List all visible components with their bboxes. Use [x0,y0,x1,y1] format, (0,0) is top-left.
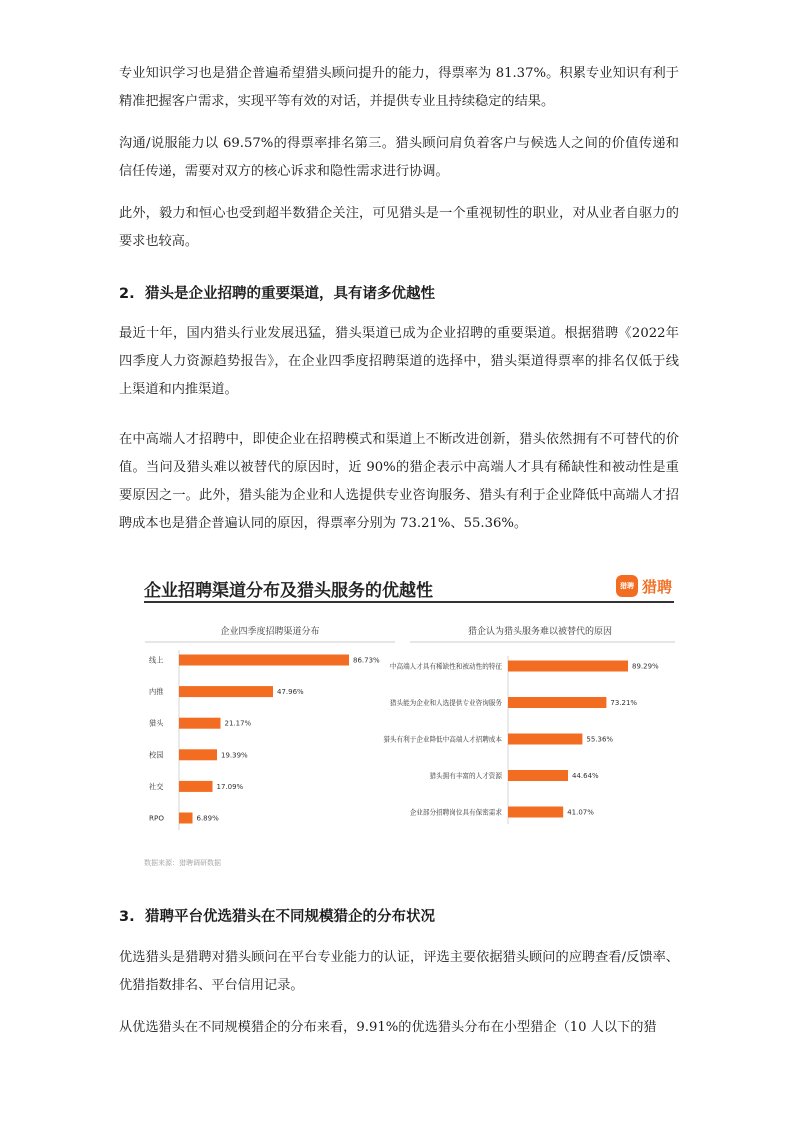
value-label: 47.96% [277,688,304,697]
charts [140,608,680,878]
figure-title-rule [144,601,674,603]
figure [140,568,680,873]
bar [508,734,582,745]
chart-right-title: 猎企认为猎头服务难以被替代的原因 [467,627,613,637]
category-label: 线上 [149,655,164,665]
value-label: 21.17% [224,719,252,728]
chart-right [383,625,675,824]
value-label: 55.36% [586,735,614,744]
paragraph-premium-hunter: 优选猎头是猎聘对猎头顾问在平台专业能力的认证，评选主要依据猎头顾问的应聘查看/反馈率、优猎指数排名、平台信用记录。 [119,950,679,993]
bar [179,813,193,824]
section-number: 2. [119,286,135,302]
category-label: 社交 [149,781,164,791]
bar [179,749,217,760]
value-label: 19.39% [221,751,248,760]
bar [179,718,221,729]
section-title: 猎聘平台优选猎头在不同规模猎企的分布状况 [145,909,435,925]
section-title: 猎头是企业招聘的重要渠道，具有诸多优越性 [145,286,435,302]
bar [508,807,563,818]
paragraph-distribution: 从优选猎头在不同规模猎企的分布来看，9.91%的优选猎头分布在小型猎企（10 人以下的猎 [119,1020,657,1035]
value-label: 73.21% [610,699,638,707]
paragraph-expertise: 专业知识学习也是猎企普遍希望猎头顾问提升的能力，得票率为 81.37%。积累专业知识有利于精准把握客户需求，实现平等有效的对话，并提供专业且持续稳定的结果。 [119,66,679,109]
figure-title: 企业招聘渠道分布及猎头服务的优越性 [144,581,433,601]
liepin-logo-text: 猎聘 [641,577,672,596]
bar [508,661,628,672]
value-label: 86.73% [353,656,380,665]
chart-left [145,625,395,830]
paragraph-irreplaceable: 在中高端人才招聘中，即使企业在招聘模式和渠道上不断改进创新，猎头依然拥有不可替代的价值。当问及猎头难以被替代的原因时，近 90%的猎企表示中高端人才具有稀缺性和被动性是重要原因之一。此外，猎头能为企业和人选提供专业咨询服务、猎头有利于企业降低中高端人才招聘成本也是猎企普遍认同的原因，得票率分别为 73.21%、55.36%。 [119,432,679,531]
category-label: 猎头 [149,718,164,728]
value-label: 41.07% [567,808,594,817]
bar [179,781,213,792]
category-label: 猎头拥有丰富的人才资源 [429,772,502,780]
value-label: 6.89% [196,814,219,823]
category-label: 企业部分招聘岗位具有保密需求 [409,808,502,817]
liepin-logo [616,574,672,598]
section-heading-3 [119,905,435,926]
bar [179,655,349,666]
bar [508,697,606,708]
category-label: 中高端人才具有稀缺性和被动性的特征 [389,662,502,671]
value-label: 89.29% [632,662,659,671]
paragraph-channel: 最近十年，国内猎头行业发展迅猛，猎头渠道已成为企业招聘的重要渠道。根据猎聘《2022年四季度人力资源趋势报告》，在企业四季度招聘渠道的选择中，猎头渠道得票率的排名仅低于线上渠道和内推渠道。 [119,326,679,397]
bar [179,686,273,697]
section-heading-2 [119,282,435,303]
figure-source: 数据来源：猎聘调研数据 [144,859,221,867]
value-label: 17.09% [216,782,244,791]
chart-left-title: 企业四季度招聘渠道分布 [220,627,320,637]
category-label: 猎头能为企业和人选提供专业咨询服务 [389,699,502,707]
section-number: 3. [119,909,135,925]
liepin-logo-icon: 猎聘 [616,575,638,597]
value-label: 44.64% [572,772,599,780]
category-label: RPO [149,813,164,823]
category-label: 内推 [149,687,164,697]
category-label: 猎头有利于企业降低中高端人才招聘成本 [383,735,502,744]
bar [508,770,568,781]
category-label: 校园 [149,750,164,760]
paragraph-communication: 沟通/说服能力以 69.57%的得票率排名第三。猎头顾问肩负着客户与候选人之间的价值传递和信任传递，需要对双方的核心诉求和隐性需求进行协调。 [119,136,679,179]
paragraph-perseverance: 此外，毅力和恒心也受到超半数猎企关注，可见猎头是一个重视韧性的职业，对从业者自驱力的要求也较高。 [119,206,679,249]
